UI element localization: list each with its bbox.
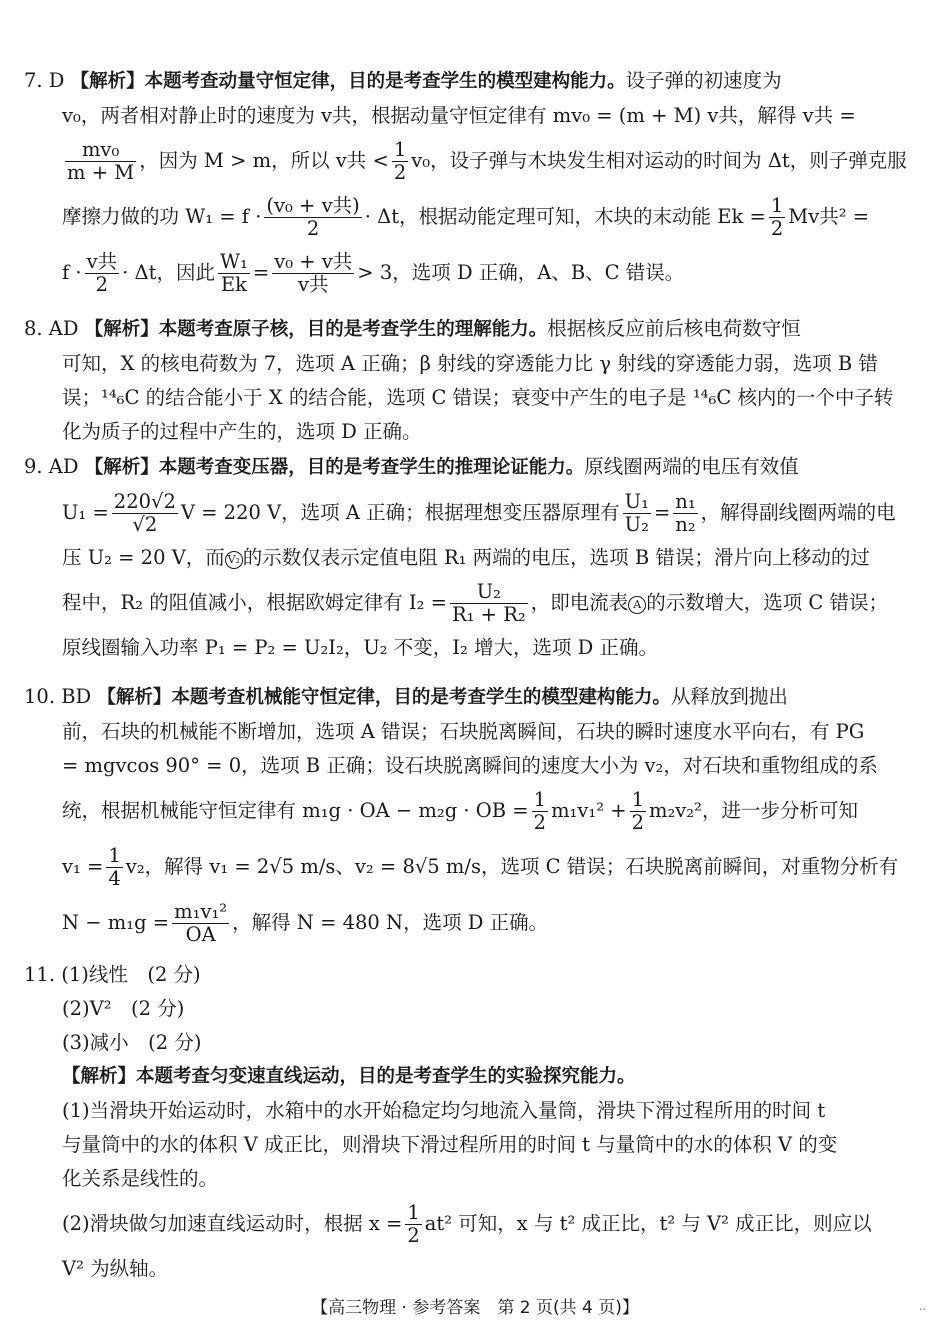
fraction: $\frac{1}{2}$ — [770, 194, 784, 240]
answer-item: (1)线性 (2 分) — [61, 963, 201, 986]
text-segment: v₂，解得 v₁ = 2√5 m/s、v₂ = 8√5 m/s，选项 C 错误；石块脱离前瞬间，对重物分析有 — [125, 855, 899, 878]
text-segment: m₁v₁² + — [551, 799, 627, 822]
page-footer: 【高三物理 · 参考答案 第 2 页(共 4 页)】 — [311, 1298, 639, 1318]
fraction: $\frac{\text{n₁}}{\text{n₂}}$ — [675, 490, 696, 536]
text-segment: 统，根据机械能守恒定律有 m₁g · OA − m₂g · OB = — [62, 799, 529, 822]
text-segment: m₂v₂²，进一步分析可知 — [648, 799, 858, 822]
text-segment: ，因为 M > m，所以 v共 < — [139, 149, 389, 172]
question-number: 11. — [24, 963, 56, 986]
text-segment: v₁ = — [62, 855, 104, 878]
text-line: v₀，两者相对静止时的速度为 v共，根据动量守恒定律有 mv₀ = (m + M) v共，解得 v共 = — [62, 104, 856, 127]
fraction: (v₀ + v共) 2 — [266, 194, 360, 240]
text-line: 可知，X 的核电荷数为 7，选项 A 正确；β 射线的穿透能力比 γ 射线的穿透能力弱，选项 B 错 — [62, 352, 878, 375]
text-segment: 的示数仅表示定值电阻 R₁ 两端的电压，选项 B 错误；滑片向上移动的过 — [242, 546, 870, 569]
text-segment: 压 U₂ = 20 V，而 — [62, 546, 225, 569]
text-line: 化关系是线性的。 — [62, 1167, 219, 1190]
text-segment: U₁ = — [62, 501, 109, 524]
fraction: $\frac{\text{m₁v₁²}}{OA}$ — [174, 900, 228, 946]
voltmeter-symbol: V₂ — [225, 551, 243, 569]
text-segment: > 3，选项 D 正确，A、B、C 错误。 — [357, 261, 685, 284]
question-11 — [24, 958, 920, 1286]
ammeter-symbol: A — [628, 596, 646, 614]
text-segment: V = 220 V，选项 A 正确；根据理想变压器原理有 — [180, 501, 620, 524]
question-number: 10. BD — [24, 685, 92, 708]
text-segment: Mv共² = — [788, 205, 870, 228]
text-segment: · Δt，因此 — [122, 261, 215, 284]
text-line: V² 为纵轴。 — [62, 1257, 169, 1280]
fraction: $\frac{1}{2}$ — [631, 788, 644, 834]
text-line: 误；¹⁴₆C 的结合能小于 X 的结合能，选项 C 错误；衰变中产生的电子是 ¹⁴₆C 核内的一个中子转 — [62, 386, 894, 409]
analysis-heading: 【解析】本题考查变压器，目的是考查学生的推理论证能力。 — [84, 457, 585, 478]
text-segment: N − m₁g = — [62, 911, 170, 934]
fraction: v共 2 — [86, 250, 118, 296]
analysis-heading: 【解析】本题考查动量守恒定律，目的是考查学生的模型建构能力。 — [70, 71, 626, 92]
text-segment: ，即电流表 — [530, 591, 629, 614]
answer-item: (2)V² (2 分) — [62, 997, 185, 1020]
fraction: $\frac{\text{U₂}}{\text{R₁ + R₂}}$ — [451, 580, 526, 626]
text-segment: 原线圈两端的电压有效值 — [584, 455, 799, 478]
text-segment: f · — [62, 261, 82, 284]
text-segment: 的示数增大，选项 C 错误； — [646, 591, 889, 614]
text-segment: = — [252, 261, 270, 284]
fraction: $\frac{1}{2}$ — [533, 788, 547, 834]
question-number: 7. D — [24, 69, 65, 92]
text-line: 原线圈输入功率 P₁ = P₂ = U₂I₂，U₂ 不变，I₂ 增大，选项 D 正确。 — [62, 636, 659, 659]
fraction: $\frac{1}{2}$ — [393, 138, 407, 184]
question-number: 8. AD — [24, 317, 79, 340]
text-segment: at² 可知，x 与 t² 成正比，t² 与 V² 成正比，则应以 — [424, 1212, 872, 1235]
question-8 — [24, 312, 920, 449]
question-9 — [24, 450, 920, 665]
text-line: 化为质子的过程中产生的，选项 D 正确。 — [62, 420, 422, 443]
analysis-heading: 【解析】本题考查原子核，目的是考查学生的理解能力。 — [84, 319, 548, 340]
corner-mark: .. — [919, 1300, 926, 1313]
fraction: $\frac{\text{W₁}}{Ek}$ — [219, 250, 248, 296]
text-segment: 根据核反应前后核电荷数守恒 — [547, 317, 801, 340]
fraction: $\frac{\text{mv₀}}{m + M}$ — [67, 138, 135, 184]
text-segment: · Δt，根据动能定理可知，木块的末动能 Ek = — [364, 205, 766, 228]
text-segment: (2)滑块做匀加速直线运动时，根据 x = — [62, 1212, 403, 1235]
text-segment: 摩擦力做的功 W₁ = f · — [62, 205, 262, 228]
answer-item: (3)减小 (2 分) — [62, 1031, 202, 1054]
text-segment: 从释放到抛出 — [670, 685, 788, 708]
text-line: 前，石块的机械能不断增加，选项 A 错误；石块脱离瞬间，石块的瞬时速度水平向右，有 PG — [62, 720, 865, 743]
text-line: 设子弹的初速度为 — [625, 69, 782, 92]
question-10 — [24, 680, 920, 951]
text-line: 与量筒中的水的体积 V 成正比，则滑块下滑过程所用的时间 t 与量筒中的水的体积 V 的变 — [62, 1133, 838, 1156]
question-number: 9. AD — [24, 455, 79, 478]
fraction: v₀ + v共 v共 — [274, 250, 353, 296]
text-segment: = — [653, 501, 671, 524]
text-line: (1)当滑块开始运动时，水箱中的水开始稳定均匀地流入量筒，滑块下滑过程所用的时间 t — [62, 1099, 826, 1122]
fraction: $\frac{\text{U₁}}{\text{U₂}}$ — [624, 490, 649, 536]
text-segment: v₀，设子弹与木块发生相对运动的时间为 Δt，则子弹克服 — [411, 149, 907, 172]
fraction: $\frac{1}{2}$ — [407, 1201, 420, 1247]
fraction: $\frac{1}{4}$ — [108, 844, 121, 890]
text-segment: ，解得副线圈两端的电 — [700, 501, 896, 524]
text-segment: 程中，R₂ 的阻值减小，根据欧姆定律有 I₂ = — [62, 591, 447, 614]
fraction: $\frac{220√2}{√2}$ — [113, 490, 176, 536]
question-7 — [24, 64, 920, 301]
analysis-heading: 【解析】本题考查机械能守恒定律，目的是考查学生的模型建构能力。 — [97, 687, 671, 708]
analysis-heading: 【解析】本题考查匀变速直线运动，目的是考查学生的实验探究能力。 — [62, 1066, 636, 1087]
text-segment: ，解得 N = 480 N，选项 D 正确。 — [232, 911, 549, 934]
text-line: = mgvcos 90° = 0，选项 B 正确；设石块脱离瞬间的速度大小为 v₂，对石块和重物组成的系 — [62, 754, 878, 777]
